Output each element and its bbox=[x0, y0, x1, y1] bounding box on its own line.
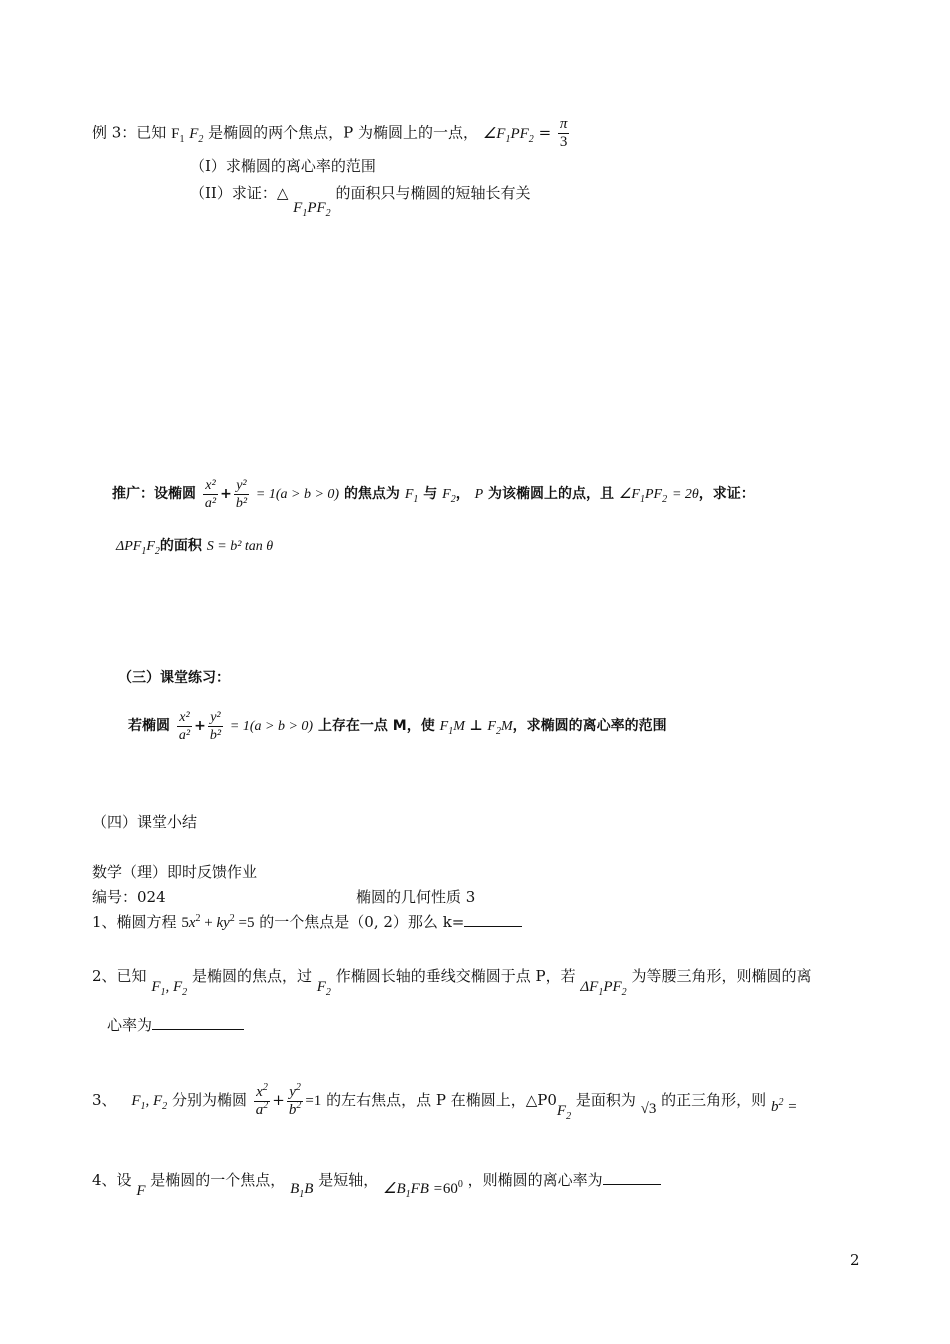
generalize-conclusion: $\Delta PF_1F_2$的面积 S = b² tan θ bbox=[116, 538, 274, 557]
homework-title: 数学（理）即时反馈作业 bbox=[92, 863, 258, 881]
page-number: 2 bbox=[850, 1251, 860, 1269]
answer-blank-4[interactable] bbox=[603, 1170, 661, 1185]
homework-number: 编号：024 bbox=[92, 888, 166, 906]
practice-statement: 若椭圆 $\frac{\text{x²}}{\text{a²}}$ + $\frac{\text{y²}}{\text{b²}}$ = 1(a > b > 0) 上存在一点 M，使 $F_1M$ ⊥ $F_2M$，求椭圆的离心率的范围 bbox=[128, 709, 667, 743]
example3-part1: （I）求椭圆的离心率的范围 bbox=[190, 157, 376, 175]
summary-heading: （四）课堂小结 bbox=[92, 813, 198, 831]
answer-blank-2[interactable] bbox=[152, 1015, 244, 1030]
question-3: 3、 $F_1$, $F_2$ 分别为椭圆 $\frac{x^2}{a^2}$ + $\frac{y^2}{b^2}$ =1 的左右焦点，点 P 在椭圆上，$\triangle P0F_2$ 是面积为 √3 的正三角形，则 $b^2$ = bbox=[92, 1081, 798, 1122]
practice-heading: （三）课堂练习： bbox=[118, 670, 230, 686]
example3-statement: 例 3：已知 $F_1$ $F_2$ 是椭圆的两个焦点，P 为椭圆上的一点， $\angle F_1PF_2$ = $\frac{\pi}{3}$ bbox=[92, 116, 568, 150]
question-1: 1、椭圆方程 $5x^2 + ky^2 =5$ 的一个焦点是（0, 2）那么 k= bbox=[92, 912, 522, 933]
generalize-statement: 推广：设椭圆 $\frac{\text{x²}}{\text{a²}}$ + $\frac{\text{y²}}{\text{b²}}$ = 1(a > b > 0) 的焦点为 $F_1$ 与 $F_2$， P 为该椭圆上的点，且 $\angle F_1PF_2 = 2\theta$，求证： bbox=[112, 477, 755, 511]
pi-over-3-fraction: $\frac{\pi}{3}$ bbox=[559, 116, 568, 150]
example3-part2: （II）求证：△ $F_1PF_2$ 的面积只与椭圆的短轴长有关 bbox=[190, 184, 531, 219]
question-4: 4、设 F 是椭圆的一个焦点， $B_1B$ 是短轴， $\angle B_1FB =60^0$ ，则椭圆的离心率为 bbox=[92, 1170, 661, 1191]
question-2: 2、已知 $F_1$, $F_2$ 是椭圆的焦点，过 $F_2$ 作椭圆长轴的垂线交椭圆于点 P，若 $\Delta F_1PF_2$ 为等腰三角形，则椭圆的离 bbox=[92, 967, 812, 998]
homework-topic: 椭圆的几何性质 3 bbox=[356, 888, 476, 906]
answer-blank-1[interactable] bbox=[464, 912, 522, 927]
question-2-line2: 心率为 bbox=[107, 1015, 244, 1035]
